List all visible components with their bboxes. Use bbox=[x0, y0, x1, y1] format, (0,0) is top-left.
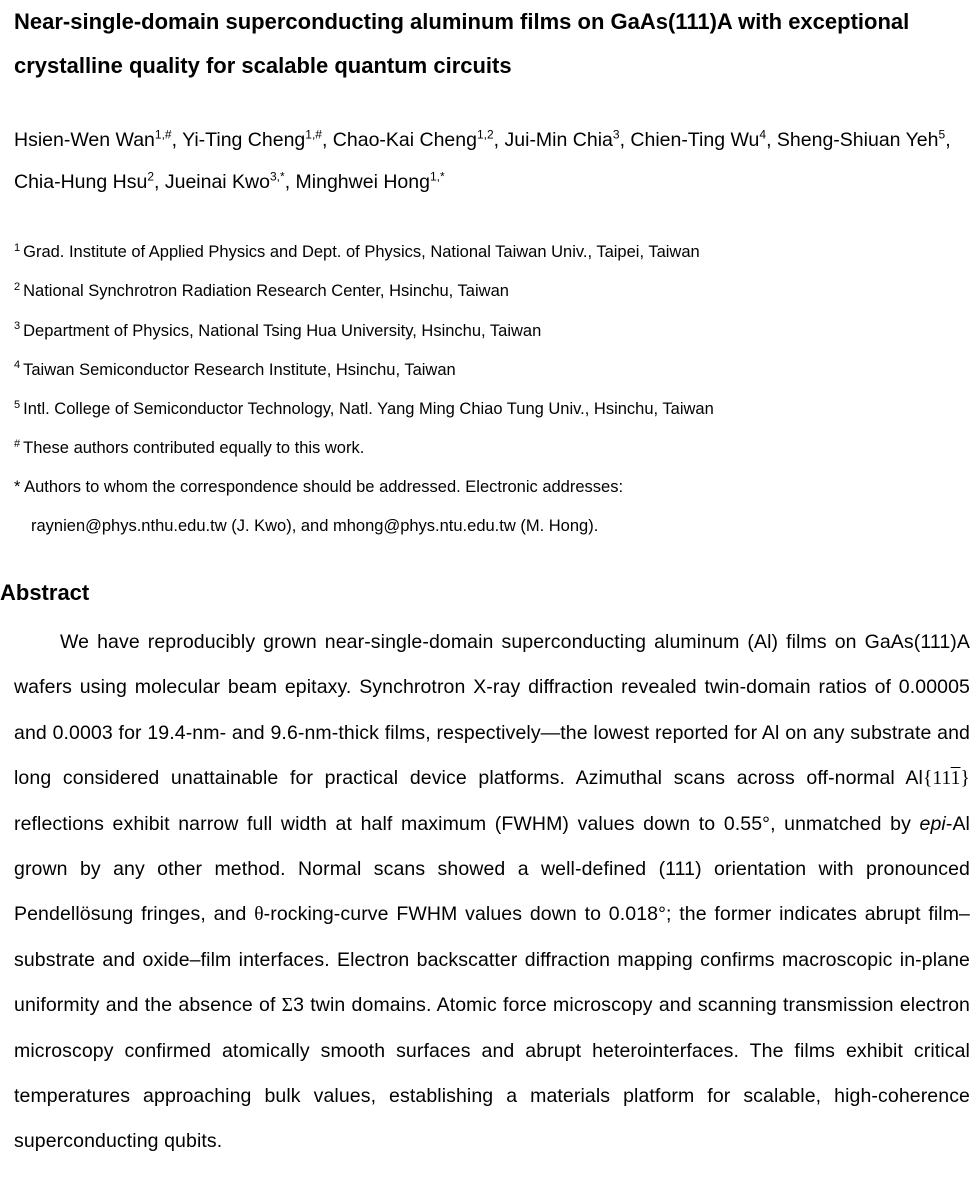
author-affiliation-marks: 1,* bbox=[429, 169, 445, 184]
author-name: Sheng-Shiuan Yeh bbox=[776, 129, 939, 151]
affiliation-text: Taiwan Semiconductor Research Institute, Hsinchu, Taiwan bbox=[23, 360, 456, 379]
affiliation-mark: 3 bbox=[14, 320, 21, 333]
affiliation-mark: 5 bbox=[14, 398, 21, 411]
author-affiliation-marks: 5 bbox=[938, 127, 946, 142]
author-name: Minghwei Hong bbox=[295, 171, 430, 193]
author-name: Jui-Min Chia bbox=[504, 129, 613, 151]
author: Jueinai Kwo$^{3,*}$, bbox=[164, 169, 296, 193]
author-name: Chao-Kai Cheng bbox=[332, 129, 477, 151]
author: Chia-Hung Hsu$^2$, bbox=[14, 169, 165, 193]
affiliation-text: Intl. College of Semiconductor Technology, Natl. Yang Ming Chiao Tung Univ., Hsinchu, Taiwan bbox=[23, 400, 714, 419]
affiliation-item bbox=[14, 272, 959, 311]
affiliation-text: Department of Physics, National Tsing Hua University, Hsinchu, Taiwan bbox=[23, 321, 542, 340]
author-affiliation-marks: 3 bbox=[612, 127, 620, 142]
affiliation-text: Grad. Institute of Applied Physics and Dept. of Physics, National Taiwan Univ., Taipei, Taiwan bbox=[23, 243, 700, 261]
author-name: Yi-Ting Cheng bbox=[182, 129, 306, 151]
epi-term: epi bbox=[919, 812, 946, 835]
paper-title: Near-single-domain superconducting aluminum films on GaAs(111)A with exceptional crystalline quality for scalable quantum circuits bbox=[14, 9, 910, 78]
correspondence-line: * Authors to whom the correspondence should be addressed. Electronic addresses: bbox=[14, 478, 624, 496]
theta-symbol: θ bbox=[254, 904, 264, 926]
author: Chien-Ting Wu$^4$, bbox=[630, 127, 777, 151]
author: Hsien-Wen Wan$^{1,\#}$, bbox=[14, 127, 183, 151]
affiliation-item bbox=[14, 390, 959, 429]
author-affiliation-marks: 1,# bbox=[305, 127, 322, 142]
author-name: Hsien-Wen Wan bbox=[14, 129, 155, 151]
author bbox=[296, 171, 445, 193]
affiliation-mark: 4 bbox=[14, 359, 21, 372]
affiliation-mark: 1 bbox=[14, 241, 21, 254]
sigma-symbol: Σ bbox=[281, 995, 294, 1017]
author-list bbox=[14, 119, 959, 203]
author-affiliation-marks: 4 bbox=[759, 127, 767, 142]
affiliation-mark: # bbox=[14, 437, 21, 450]
affiliation-list bbox=[14, 233, 959, 469]
correspondence-note bbox=[14, 468, 959, 547]
abstract-body: We have reproducibly grown near-single-domain superconducting aluminum (Al) films on GaAs(111)A wafers using molecular beam epitaxy. Synchrotron X-ray diffraction revealed twin-domain ratios of 0.00005 and 0.0003 for 19.4-nm- and 9.6-nm-thick films, respectively—the lowest reported for Al on any substrate and long considered unattainable for practical device platforms. Azimuthal scans across off-normal Al{111} reflections exhibit narrow full width at half maximum (FWHM) values down to 0.55°, unmatched by epi-Al grown by any other method. Normal scans showed a well-defined (111) orientation with pronounced Pendellösung fringes, and θ-rocking-curve FWHM values down to 0.018°; the former indicates abrupt film–substrate and oxide–film interfaces. Electron backscatter diffraction mapping confirms macroscopic in-plane uniformity and the absence of Σ3 twin domains. Atomic force microscopy and scanning transmission electron microscopy confirmed atomically smooth surfaces and abrupt heterointerfaces. The films exhibit critical temperatures approaching bulk values, establishing a materials platform for scalable, high-coherence superconducting qubits. bbox=[14, 631, 970, 1153]
author-affiliation-marks: 2 bbox=[147, 169, 154, 184]
author: Sheng-Shiuan Yeh$^5$, bbox=[776, 127, 951, 151]
author-name: Jueinai Kwo bbox=[164, 171, 270, 193]
abstract-heading: Abstract bbox=[0, 580, 90, 605]
affiliation-text: National Synchrotron Radiation Research Center, Hsinchu, Taiwan bbox=[23, 282, 509, 301]
affiliation-item bbox=[14, 233, 959, 272]
author-affiliation-marks: 1,2 bbox=[476, 127, 494, 142]
author-name: Chien-Ting Wu bbox=[630, 129, 760, 151]
author: Jui-Min Chia$^3$, bbox=[504, 127, 631, 151]
author: Chao-Kai Cheng$^{1,2}$, bbox=[332, 127, 505, 151]
author-affiliation-marks: 1,# bbox=[154, 127, 172, 142]
affiliation-item bbox=[14, 312, 959, 351]
equal-contribution-note bbox=[14, 429, 959, 468]
affiliation-text: These authors contributed equally to this work. bbox=[23, 439, 365, 458]
correspondence-emails: raynien@phys.nthu.edu.tw (J. Kwo), and mhong@phys.ntu.edu.tw (M. Hong). bbox=[31, 517, 599, 536]
affiliation-mark: 2 bbox=[14, 280, 21, 293]
affiliation-item bbox=[14, 351, 959, 390]
author: Yi-Ting Cheng$^{1,\#}$, bbox=[182, 127, 333, 151]
miller-index: {111} bbox=[922, 768, 970, 790]
author-affiliation-marks: 3,* bbox=[270, 169, 285, 184]
author-name: Chia-Hung Hsu bbox=[14, 171, 148, 193]
